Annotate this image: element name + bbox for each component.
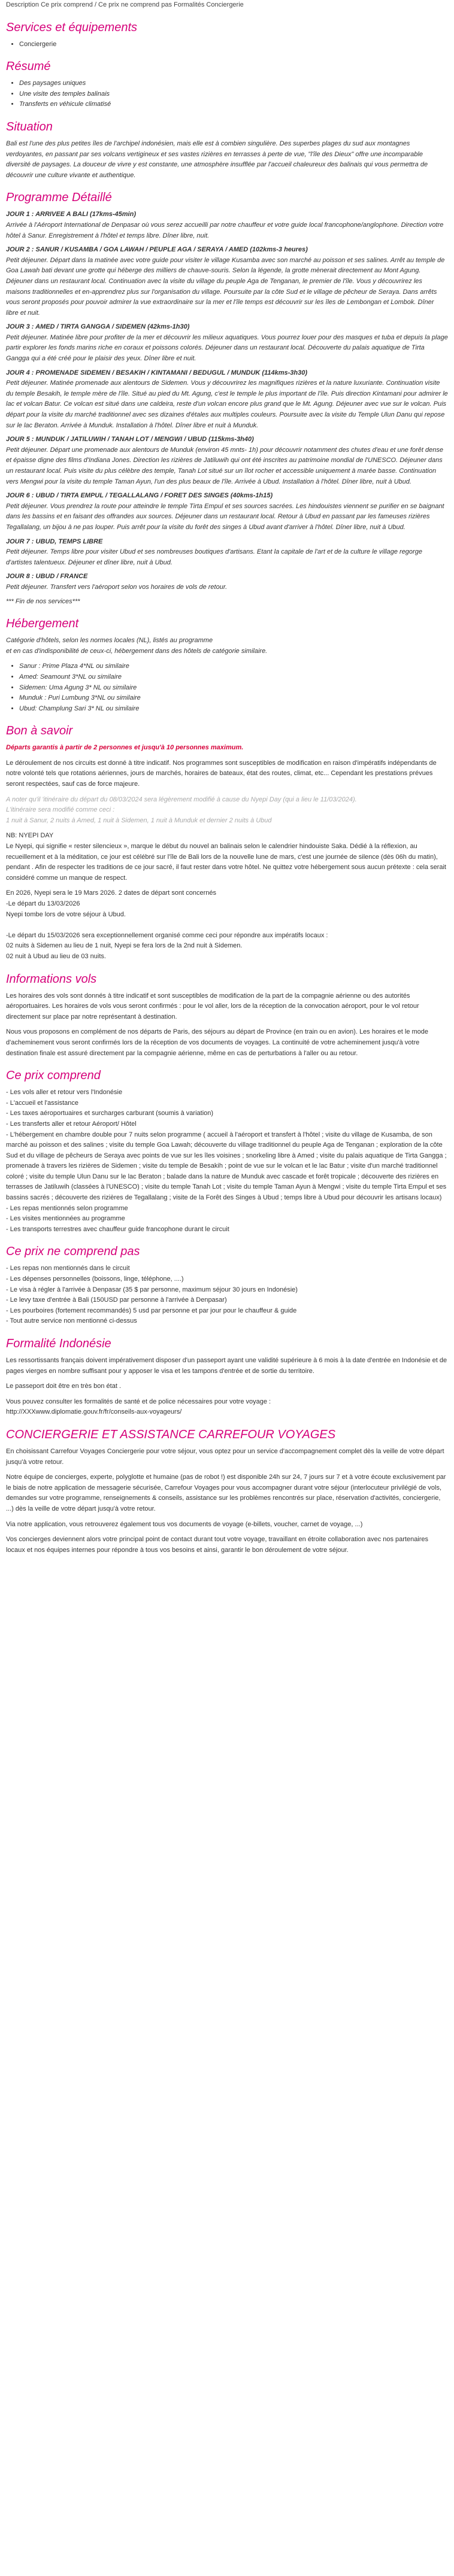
comprend-list — [6, 1087, 448, 1235]
nyepi-2026-line: -Le départ du 13/03/2026 — [6, 900, 80, 907]
day-title: JOUR 6 : UBUD / TIRTA EMPUL / TEGALLALANG / FORET DES SINGES (40kms-1h15) — [6, 492, 273, 500]
day-block — [6, 245, 448, 318]
ne-comprend-item: - Tout autre service non mentionné ci-dessus — [6, 1317, 137, 1325]
departs-garantis: Départs garantis à partir de 2 personnes et jusqu'à 10 personnes maximum. — [6, 744, 244, 752]
nyepi-text: Le Nyepi, qui signifie « rester silencieux », marque le début du nouvel an balinais selon le calendrier hindouiste Saka. Dédié à la réflexion, au recueillement et à la méditation, ce jour est célébré sur l'île de Bali lors de la nouvelle lune de mars, c'est une journée de silence (dès 06h du matin), pendant . Afin de respecter les traditions de ce jour sacré, il faut rester dans votre hôtel. Ne quittez votre hébergement sous aucun prétexte : cela serait considéré comme un manque de respect. — [6, 843, 446, 882]
nyepi-note — [6, 795, 448, 827]
situation-text: Bali est l'une des plus petites îles de l'archipel indonésien, mais elle est à combien singulière. Des superbes plages du sud aux montagnes verdoyantes, en passant par ses volcans vertigineux et ses vastes rizières en terrasses à perte de vue, "l'île des Dieux" offre une incomparable diversité de paysages. La douceur de vivre y est constante, une atmosphère insufflée par l'accueil chaleureux des balinais qui vous permettra de découvrir une culture vivante et authentique. — [6, 139, 428, 179]
resume-list — [6, 78, 448, 110]
comprend-item: - Les taxes aéroportuaires et surcharges carburant (soumis à variation) — [6, 1110, 214, 1117]
informations-title: Informations vols — [6, 972, 97, 986]
bon-a-savoir-title: Bon à savoir — [6, 724, 73, 738]
ne-comprend-list — [6, 1263, 448, 1327]
breadcrumb[interactable]: Description Ce prix comprend / Ce prix ne comprend pas Formalités Conciergerie — [6, 1, 244, 8]
day-title: JOUR 2 : SANUR / KUSAMBA / GOA LAWAH / PEUPLE AGA / SERAYA / AMED (102kms-3 heures) — [6, 246, 308, 254]
day-text: Petit déjeuner. Matinée promenade aux alentours de Sidemen. Vous y découvrirez les magnifiques rizières et la nature luxuriante. Continuation visite du temple Besakih, le temple mère de l'île. Situé au pied du Mt. Agung, c'est le temple le plus important de l'île. Puis direction Kintamani pour admirer le lac et volcan Batur. Ce volcan est situé dans une caldeira, reste d'un volcan encore plus grand que le Mt. Agung. Déjeuner avec vue sur le volcan. Puis départ pour la visite du marché traditionnel avec ses dizaines d'étales aux multiples couleurs. Poursuite avec la visite du Temple Ulun Danu qui repose sur le lac Beraton. Arrivée à Munduk. Installation à l'hôtel. Dîner libre et nuit à Munduk. — [6, 379, 448, 429]
nyepi-title: NB: NYEPI DAY — [6, 832, 54, 840]
formalite-text: Les ressortissants français doivent impérativement disposer d'un passeport ayant une validité supérieure à 6 mois à la date d'entrée en Indonésie et de pages vierges en nombre suffisant pour y apposer le visa et les tampons d'entrée et de sortie du territoire. — [6, 1357, 447, 1375]
conciergerie-text: Notre équipe de concierges, experte, polyglotte et humaine (pas de robot !) est disponible 24h sur 24, 7 jours sur 7 et à votre écoute exclusivement par le biais de notre application de messagerie sécurisée, Carrefour Voyages pour vous accompagner durant votre séjour (interlocuteur privilégié de vols, demandes sur votre programme, renseignements & conseils, assistance sur les problèmes rencontrés sur place, réservation d'activités, conciergerie, ...) dès la veille de votre départ jusqu'à votre retour. — [6, 1474, 446, 1512]
day-block — [6, 435, 448, 487]
hotel-item: • Amed: Seamount 3*NL ou similaire — [19, 672, 448, 683]
comprend-item: - L'hébergement en chambre double pour 7 nuits selon programme ( accueil à l'aéroport et transfert à l'hôtel ; visite du village de Kusamba, de son marché au poisson et des salines ; visite du temple Goa Lawah; découverte du village traditionnel du peuple Aga de Tenganan ; exploration de la côte Sud et du village de pêcheurs de Seraya avec points de vue sur les îles voisines ; snorkeling libre à Amed ; visite du palais aquatique de Tirta Gangga ; promenade à travers les rizières de Sidemen ; visite du temple de Besakih ; point de vue sur le volcan et le lac Batur ; visite d'un marché traditionnel coloré ; visite du temple Ulun Danu sur le lac Beraton ; balade dans la nature de Munduk avec cascade et forêt tropicale ; découverte des rizières en terrasses de Jatiluwih (classées à l'UNESCO) ; visite du temple Tanah Lot ; visite du temple Taman Ayun à Mengwi ; visite du temple Tirta Empul et ses bassins sacrés ; découverte des rizières de Tegallalang ; visite de la Forêt des Singes à Ubud ; temps libre à Ubud pour découvrir les artisans locaux) — [6, 1131, 447, 1202]
day-text: Arrivée à l'Aéroport International de Denpasar où vous serez accueilli par notre chauffeur et votre guide local francophone/anglophone. Direction votre hôtel à Sanur. Enregistrement à l'hôtel et temps libre. Dîner libre, nuit. — [6, 221, 444, 239]
comprend-item: - L'accueil et l'assistance — [6, 1099, 78, 1107]
hebergement-title: Hébergement — [6, 617, 79, 631]
day-title: JOUR 5 : MUNDUK / JATILUWIH / TANAH LOT / MENGWI / UBUD (115kms-3h40) — [6, 436, 254, 443]
ne-comprend-item: - Les repas non mentionnés dans le circuit — [6, 1265, 130, 1272]
formalite-title: Formalité Indonésie — [6, 1337, 111, 1350]
services-list — [6, 40, 448, 50]
day-block — [6, 537, 448, 569]
situation-title: Situation — [6, 120, 53, 133]
comprend-item: - Les vols aller et retour vers l'Indonésie — [6, 1089, 123, 1096]
nyepi-note-line: L'itinéraire sera modifié comme ceci : — [6, 806, 115, 814]
diplomatie-link[interactable]: http://XXXwww.diplomatie.gouv.fr/fr/conseils-aux-voyageurs/ — [6, 1408, 182, 1416]
informations-text: Les horaires des vols sont donnés à titre indicatif et sont susceptibles de modification de la part de la compagnie aérienne ou des autorités aéroportuaires. Les horaires de vols vous seront confirmés : pour le vol aller, lors de la réception de la convocation aéroport, pour le vol retour directement sur place par notre représentant à destination. — [6, 992, 419, 1020]
comprend-title: Ce prix comprend — [6, 1069, 101, 1083]
day-title: JOUR 1 : ARRIVEE A BALI (17kms-45min) — [6, 211, 136, 218]
day-text: Petit déjeuner. Temps libre pour visiter Ubud et ses nombreuses boutiques d'artisans. Etant la capitale de l'art et de la culture le village regorge d'artistes talentueux. Déjeuner et dîner libre, nuit à Ubud. — [6, 548, 422, 566]
resume-title: Résumé — [6, 60, 51, 74]
services-title: Services et équipements — [6, 20, 138, 34]
formalite-text: Vous pouvez consulter les formalités de santé et de police nécessaires pour votre voyage : — [6, 1398, 271, 1405]
informations-text: Nous vous proposons en complément de nos départs de Paris, des séjours au départ de Province (en train ou en avion). Les horaires et le mode d'acheminement vous seront confirmés lors de la réception de vos documents de voyages. La continuité de votre acheminement jusqu'à votre destination finale est assuré directement par la compagnie aérienne, même en cas de perturbations à l'aller ou au retour. — [6, 1028, 429, 1057]
nyepi-block — [6, 831, 448, 883]
nyepi-2026-line: -Le départ du 15/03/2026 sera exceptionnellement organisé comme ceci pour répondre aux impératifs locaux : — [6, 931, 328, 939]
list-item: • Une visite des temples balinais — [19, 89, 448, 100]
day-text: Petit déjeuner. Départ une promenade aux alentours de Munduk (environ 45 mnts- 1h) pour découvrir notamment des chutes d'eau et une forêt dense et épaisse digne des films d'Indiana Jones. Direction les rizières de Jatiluwih qui ont été inscrites au patrimoine mondial de l'UNESCO. Déjeuner dans un restaurant local. Puis visite du plus célèbre des temple, Tanah Lot situé sur un îlot rocher et accessible uniquement à marée basse. Continuation vers Mengwi pour la visite du temple Taman Ayun, l'un des plus beaux de l'île. Arrivée à Ubud. Installation à l'hôtel. Dîner libre, nuit à Ubud. — [6, 446, 443, 485]
day-title: JOUR 3 : AMED / TIRTA GANGGA / SIDEMEN (42kms-1h30) — [6, 323, 190, 331]
day-block — [6, 322, 448, 364]
nyepi-2026 — [6, 888, 448, 962]
day-title: JOUR 7 : UBUD, TEMPS LIBRE — [6, 537, 103, 545]
day-text: Petit déjeuner. Transfert vers l'aéroport selon vos horaires de vols de retour. — [6, 583, 228, 591]
nyepi-2026-line — [6, 920, 448, 931]
day-block — [6, 491, 448, 533]
day-text: Petit déjeuner. Matinée libre pour profiter de la mer et découvrir les milieux aquatiques. Vous pourrez louer pour des masques et tuba et depuis la plage partir explorer les fonds marins riche en coraux et poissons colorés. Déjeuner dans un restaurant local. Découverte du palais aquatique de Tirta Gangga qui a été créé pour le plaisir des yeux. Dîner libre et nuit. — [6, 333, 448, 363]
comprend-item: - Les repas mentionnés selon programme — [6, 1204, 128, 1212]
ne-comprend-item: - Les pourboires (fortement recommandés) 5 usd par personne et par jour pour le chauffeur & guide — [6, 1307, 297, 1314]
ne-comprend-item: - Les dépenses personnelles (boissons, linge, téléphone, ....) — [6, 1275, 184, 1283]
hotel-item: • Sidemen: Uma Agung 3* NL ou similaire — [19, 683, 448, 694]
day-title: JOUR 8 : UBUD / FRANCE — [6, 573, 88, 581]
ne-comprend-item: - Le levy taxe d'entrée à Bali (150USD par personne à l'arrivée à Denpasar) — [6, 1296, 227, 1304]
comprend-item: - Les transports terrestres avec chauffeur guide francophone durant le circuit — [6, 1225, 229, 1233]
nyepi-note-line: A noter qu'il 'itinéraire du départ du 08/03/2024 sera légèrement modifié à cause du Nyepi Day (qui a lieu le 11/03/2024). — [6, 795, 357, 803]
programme-title: Programme Détaillé — [6, 191, 112, 205]
conciergerie-text: Via notre application, vous retrouverez également tous vos documents de voyage (e-billets, voucher, carnet de voyage, ...) — [6, 1520, 363, 1528]
day-block — [6, 572, 448, 593]
bon-a-savoir-text: Le déroulement de nos circuits est donné à titre indicatif. Nos programmes sont susceptibles de modification en raison d'impératifs indépendants de notre volonté tels que rotations aériennes, jours de marchés, horaires de bateaux, état des routes, climat, etc... Cependant les prestations prévues seront respectées, sauf cas de force majeure. — [6, 759, 437, 788]
formalite-link-block — [6, 1397, 448, 1418]
hotel-list — [6, 661, 448, 714]
conciergerie-text: Vos concierges deviennent alors votre principal point de contact durant tout votre voyage, travaillant en étroite collaboration avec nos partenaires locaux et nos équipes internes pour répondre à tous vos besoins et ainsi, garantir le bon déroulement de votre séjour. — [6, 1536, 429, 1554]
nyepi-2026-line: Nyepi tombe lors de votre séjour à Ubud. — [6, 910, 126, 918]
hebergement-intro-line: et en cas d'indisponibilité de ceux-ci, hébergement dans des hôtels de catégorie similaire. — [6, 647, 268, 655]
list-item: • Conciergerie — [19, 40, 448, 50]
ne-comprend-title: Ce prix ne comprend pas — [6, 1245, 140, 1259]
day-block — [6, 368, 448, 432]
hebergement-intro — [6, 636, 448, 657]
nyepi-2026-line: 02 nuit à Ubud au lieu de 03 nuits. — [6, 952, 106, 960]
day-title: JOUR 4 : PROMENADE SIDEMEN / BESAKIH / KINTAMANI / BEDUGUL / MUNDUK (114kms-3h30) — [6, 369, 308, 376]
day-block — [6, 209, 448, 241]
nyepi-2026-line: 02 nuits à Sidemen au lieu de 1 nuit, Nyepi se fera lors de la 2nd nuit à Sidemen. — [6, 942, 243, 950]
hotel-item: • Ubud: Champlung Sari 3* NL ou similaire — [19, 704, 448, 715]
nyepi-note-line: 1 nuit à Sanur, 2 nuits à Amed, 1 nuit à Sidemen, 1 nuit à Munduk et dernier 2 nuits à Ubud — [6, 816, 272, 824]
hotel-item: • Sanur : Prime Plaza 4*NL ou similaire — [19, 661, 448, 672]
programme-end: *** Fin de nos services*** — [6, 597, 80, 605]
conciergerie-title: CONCIERGERIE ET ASSISTANCE CARREFOUR VOYAGES — [6, 1427, 336, 1441]
day-text: Petit déjeuner. Vous prendrez la route pour atteindre le temple Tirta Empul et ses sources sacrées. Les hindouistes viennent se purifier en se baignant dans les bassins et en faisant des offrandes aux sources. Déjeuner dans un restaurant local. Retour à Ubud en passant par les fameuses rizières Tegallalang, un bijou à ne pas louper. Puis arrêt pour la visite du forêt des singes à Ubud avant d'arriver à l'hôtel. Dîner libre, nuit à Ubud. — [6, 502, 444, 531]
hebergement-intro-line: Catégorie d'hôtels, selon les normes locales (NL), listés au programme — [6, 637, 213, 645]
list-item: • Transferts en véhicule climatisé — [19, 99, 448, 110]
comprend-item: - Les visites mentionnées au programme — [6, 1215, 125, 1223]
hotel-item: • Munduk : Puri Lumbung 3*NL ou similaire — [19, 693, 448, 704]
formalite-text: Le passeport doit être en très bon état . — [6, 1383, 122, 1390]
nyepi-2026-line: En 2026, Nyepi sera le 19 Mars 2026. 2 dates de départ sont concernés — [6, 889, 216, 897]
conciergerie-text: En choisissant Carrefour Voyages Conciergerie pour votre séjour, vous optez pour un service d'accompagnement complet dès la veille de votre départ jusqu'à votre retour. — [6, 1447, 444, 1466]
ne-comprend-item: - Le visa à régler à l'arrivée à Denpasar (35 $ par personne, maximum séjour 30 jours en Indonésie) — [6, 1286, 298, 1293]
day-text: Petit déjeuner. Départ dans la matinée avec votre guide pour visiter le village Kusamba avec son marché au poisson et ses salines. Arrêt au temple de Goa Lawah bati devant une grotte qui héberge des milliers de chauve-souris. Selon la légende, la grotte mènerait directement au Mont Agung. Déjeuner dans un restaurant local. Continuation avec la visite du village du peuple Aga de Tenganan, le premier de l'île. Vous y découvrirez les maisons traditionnelles et en-apprendrez plus sur l'organisation du village. Poursuite par la côte Sud et le village de pêcheur de Seraya. Dans arrêts vous seront proposés pour pouvoir admirer la vue extraordinaire sur la mer et l'île temps est découvrir sur les îles de Lembongan et Lombok. Dîner libre et nuit. — [6, 256, 445, 317]
comprend-item: - Les transferts aller et retour Aéroport/ Hôtel — [6, 1120, 137, 1128]
list-item: • Des paysages uniques — [19, 78, 448, 89]
